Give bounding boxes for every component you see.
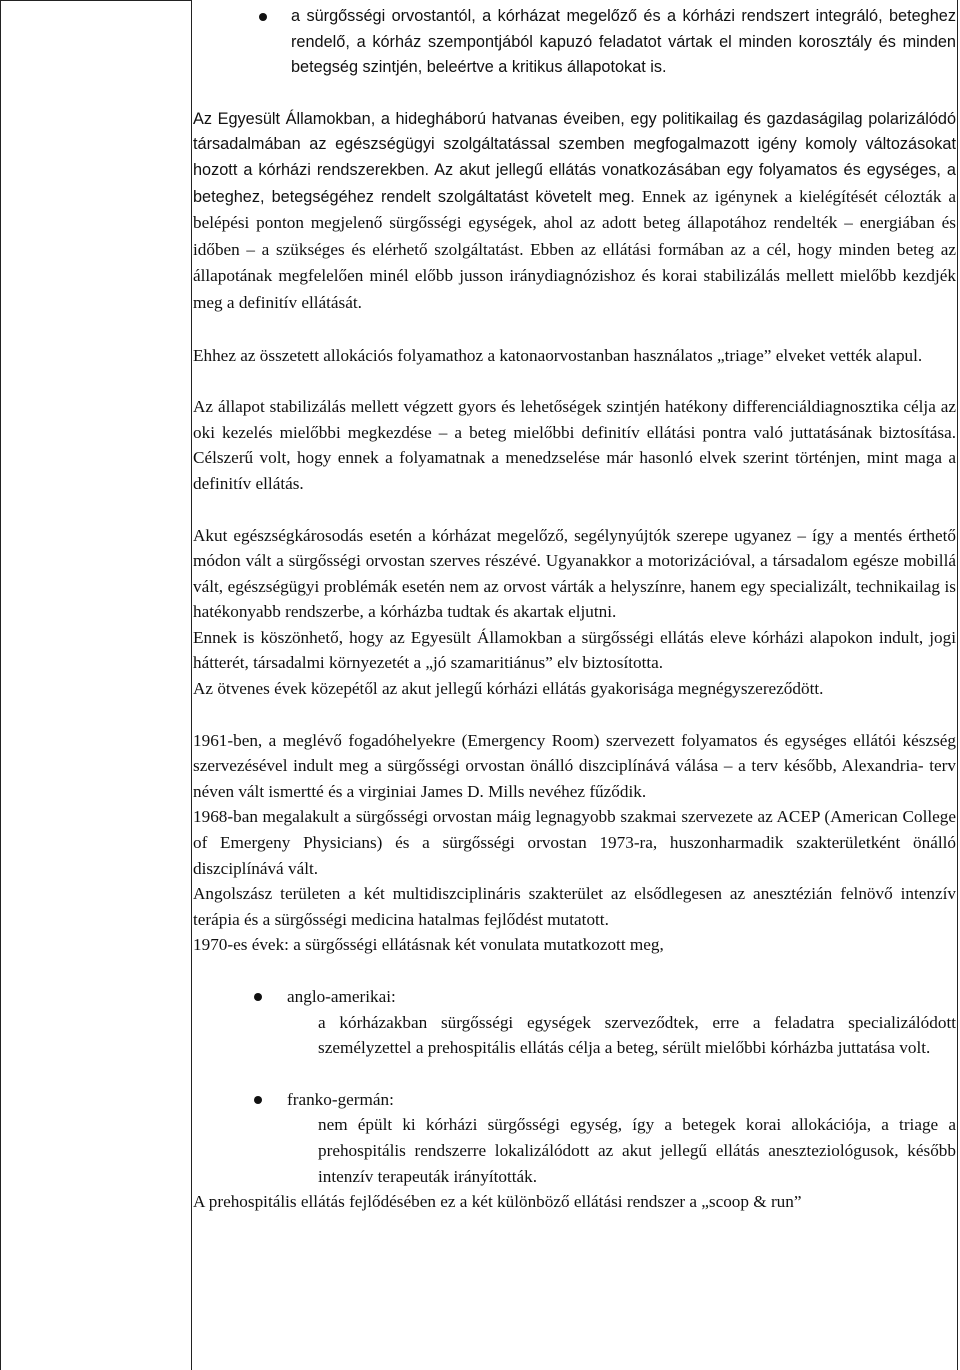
right-border [957, 0, 958, 1370]
bullet-icon [259, 13, 267, 21]
bullet-icon [254, 993, 262, 1001]
paragraph: Ennek is köszönhető, hogy az Egyesült Államokban a sürgősségi ellátás eleve kórházi alapokon indult, jogi hátterét, társadalmi környezetét a „jó szamaritiánus” elv biztosította. [193, 627, 956, 673]
top-border [0, 0, 192, 1]
paragraph: 1970-es évek: a sürgősségi ellátásnak két vonulata mutatkozott meg, [193, 935, 664, 955]
list-item-title: franko-germán: [287, 1089, 394, 1109]
sentence: Ennek az igénynek a kielégítését célozták a belépési ponton megjelenő sürgősségi egységek, ahol az adott beteg állapotához rendelték – energiában és időben – a szükséges és elérhető szolgáltatást. Ebben az ellátási formában az a cél, hogy minden beteg az állapotának megfelelően minél előbb jusson iránydiagnózishoz és korai stabilizálás mellett mielőbb kezdjék meg a definitív ellátását. [193, 186, 956, 312]
paragraph: 1968-ban megalakult a sürgősségi orvostan máig legnagyobb szakmai szervezete az ACEP (American College of Emergeny Physicians) és a sürgősségi orvostan 1973-ra, huszonharmadik szakterületként önálló diszciplínává vált. [193, 807, 956, 878]
list-item [193, 1087, 956, 1189]
paragraph: Ehhez az összetett allokációs folyamathoz a katonaorvostanban használatos „triage” elveket vették alapul. [193, 345, 923, 365]
bullet-text: a sürgősségi orvostantól, a kórházat megelőző és a kórházi rendszert integráló, beteghez rendelő, a kórház szempontjából kapuzó feladatot vártak el minden korosztály és minden betegség szintjén, beleértve a kritikus állapotokat is. [291, 7, 956, 77]
sentence: Az Egyesült Államokban, a hidegháború hatvanas éveiben, egy politikailag és gazdaságilag polarizálódó társadalmában az egészségügyi szolgáltatással szemben [193, 109, 956, 154]
left-border [0, 0, 1, 1370]
paragraph: Az ötvenes évek közepétől az akut jellegű kórházi ellátás gyakorisága megnégyszereződött. [193, 679, 824, 699]
list-item [193, 984, 956, 1061]
system-types-list [193, 984, 956, 1189]
document-body [193, 4, 956, 1215]
bullet-icon [254, 1096, 262, 1104]
list-item [193, 4, 956, 81]
paragraph: A prehospitális ellátás fejlődésében ez a két különböző ellátási rendszer a „scoop & run” [193, 1192, 802, 1212]
paragraph: Az állapot stabilizálás mellett végzett gyors és lehetőségek szintjén hatékony differenciáldiagnosztika célja az oki kezelés mielőbbi megkezdése – a beteg mielőbbi definitív ellátási pontra való juttatásának biztosítása. Célszerű volt, hogy ennek a folyamatnak a menedzselése már hasonló elvek szerint történjen, mint maga a definitív ellátás. [193, 397, 956, 493]
list-item-title: anglo-amerikai: [287, 987, 396, 1006]
intro-bullet-list [193, 4, 956, 81]
list-item-description: a kórházakban sürgősségi egységek szerveződtek, erre a feladatra specializálódott személyzettel a prehospitális ellátás célja a beteg, sérült mielőbbi kórházba juttatása volt. [318, 1012, 956, 1058]
column-divider [191, 0, 192, 1370]
paragraph: Akut egészségkárosodás esetén a kórházat megelőző, segélynyújtók szerepe ugyanez – így a mentés érthető módon vált a sürgősségi orvostan szerves részévé. Ugyanakkor a motorizációval, a társadalom egésze mobillá vált, egészségügyi problémák esetén nem az orvost várták a helyszínre, hanem egy specializált, technikailag is hatékonyabb rendszerbe, a kórházba tudtak és akartak eljutni. [193, 525, 956, 622]
sentence: megfogalmazott igény komoly változásokat hozott a kórházi rendszerekben. Az akut jellegű ellátás vonatkozásában egy folyamatos és egységes, a beteghez, betegségéhez rendelt szolgáltatást követelt meg. [193, 135, 956, 206]
paragraph: 1961-ben, a meglévő fogadóhelyekre (Emergency Room) szervezett folyamatos és egységes ellátói készség szervezésével indult meg a sürgősségi orvostan önálló diszciplínává válása – a terv később, Alexandria- terv néven vált ismertté és a virginiai James D. Mills nevéhez fűződik. [193, 730, 956, 801]
paragraph: Angolszász területen a két multidiszciplináris szakterület az elsődlegesen az anesztézián felnövő intenzív terápia és a sürgősségi medicina hatalmas fejlődést mutatott. [193, 884, 956, 929]
list-item-description: nem épült ki kórházi sürgősségi egység, így a betegek korai allokációja, a triage a prehospitális rendszerre lokalizálódott az akut jellegű ellátás aneszteziológusok, később intenzív terapeuták irányították. [318, 1115, 956, 1186]
paragraph [193, 107, 956, 317]
